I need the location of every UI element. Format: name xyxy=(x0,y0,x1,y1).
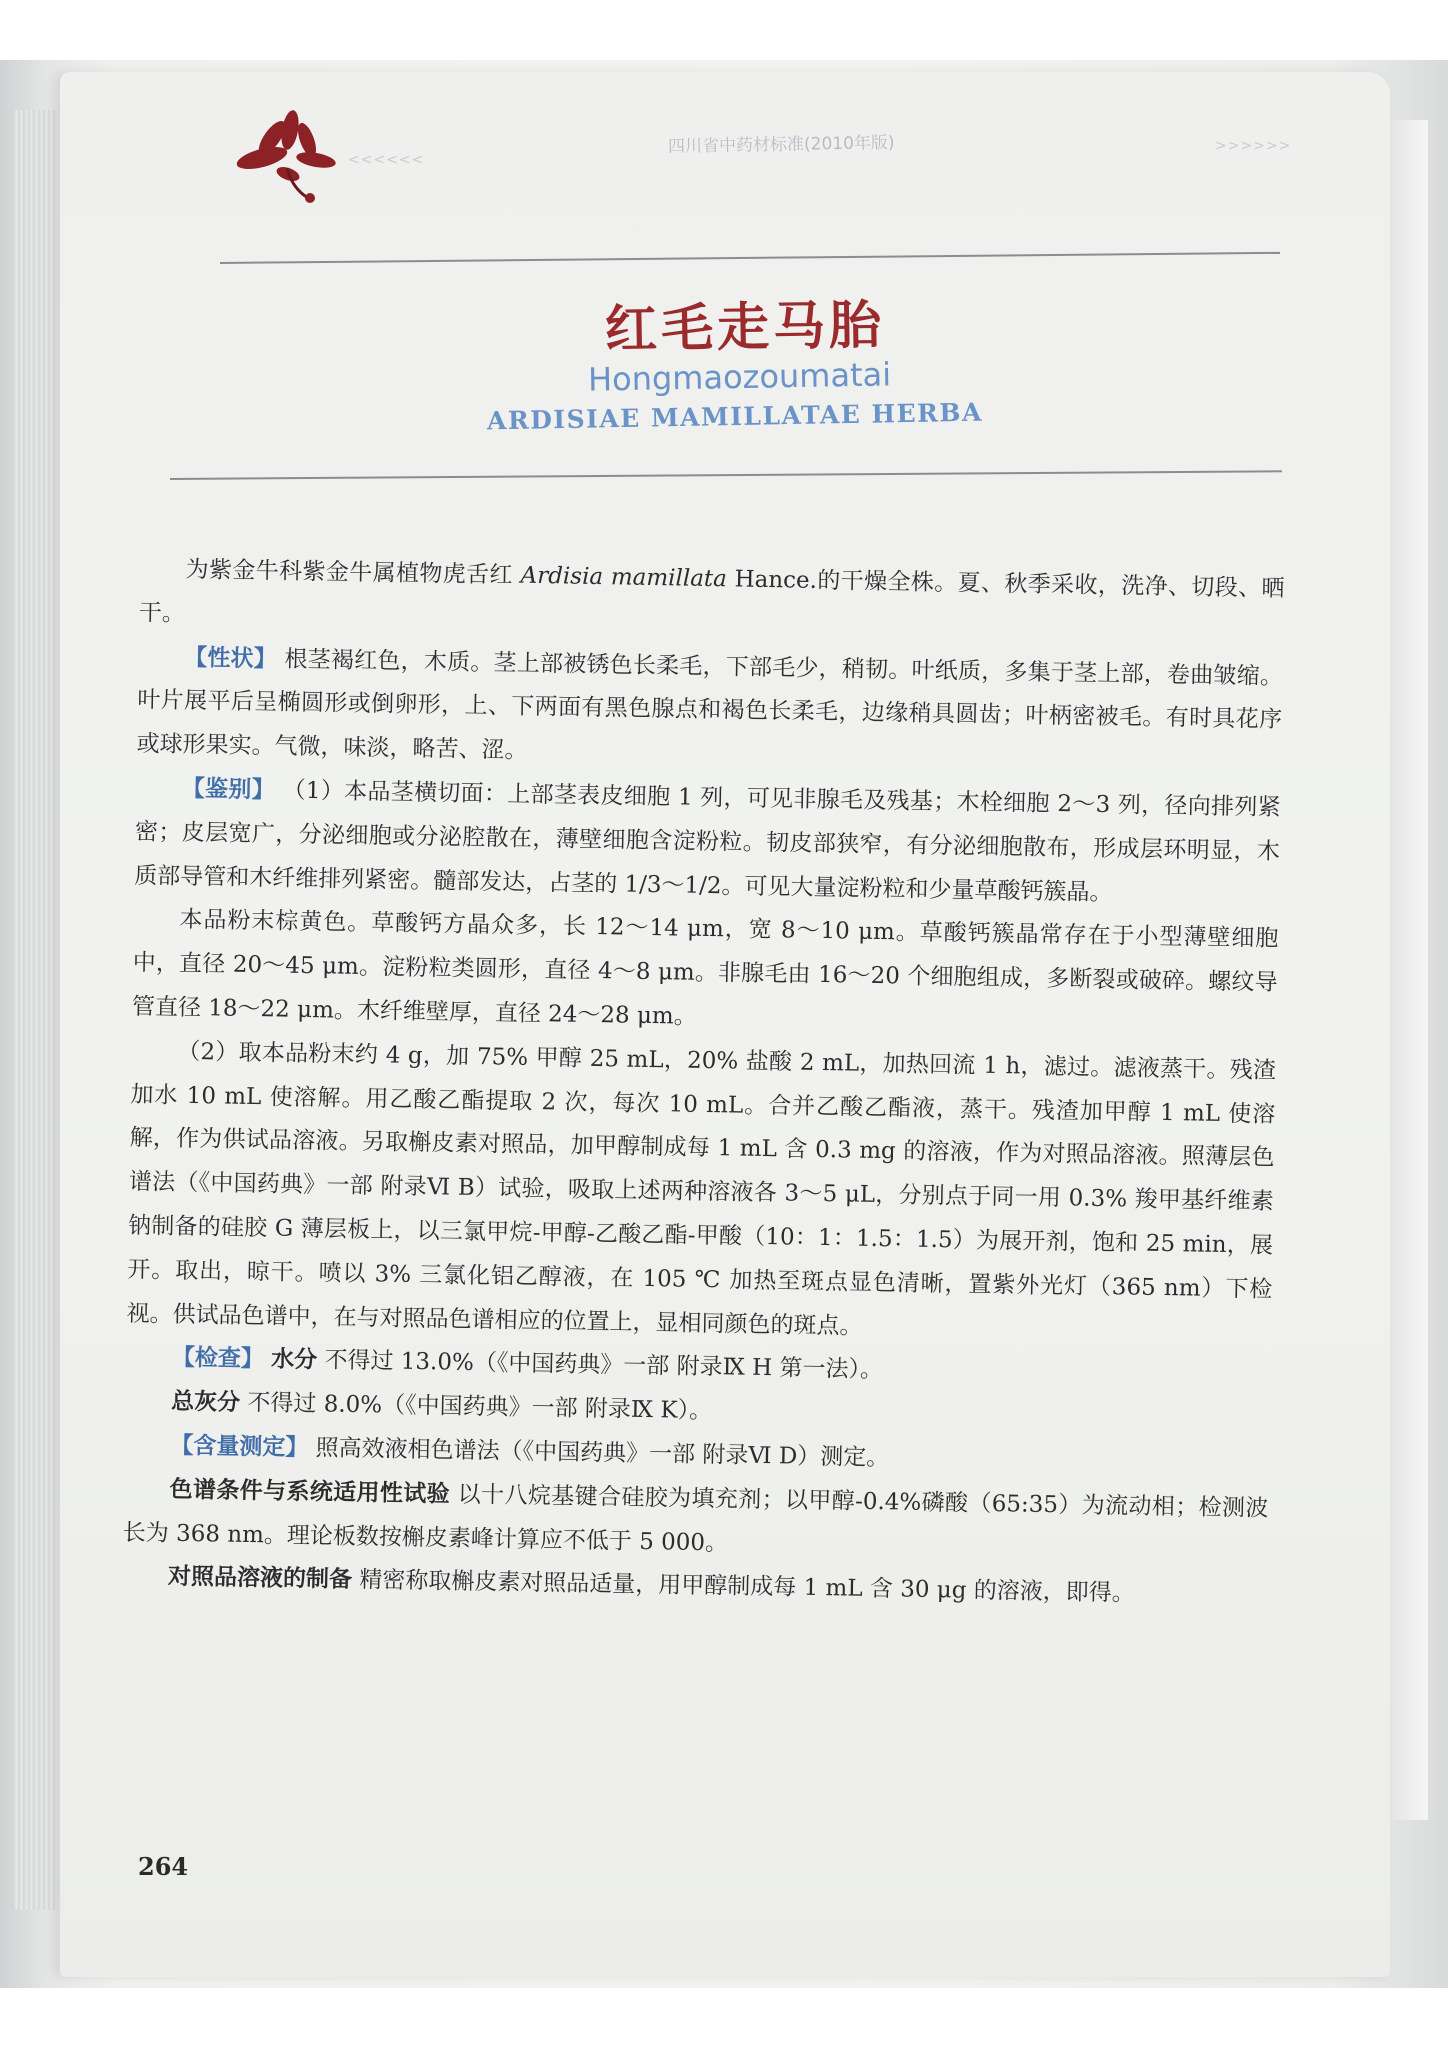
chromatography-label: 色谱条件与系统适用性试验 xyxy=(169,1476,451,1508)
reference-solution-label: 对照品溶液的制备 xyxy=(167,1563,353,1594)
leaf-sprig-icon xyxy=(232,110,342,206)
photo-bottom-margin xyxy=(0,1988,1448,2048)
identification-paragraph-3: （2）取本品粉末约 4 g，加 75% 甲醇 25 mL，20% 盐酸 2 mL，加热回流 1 h，滤过。滤液蒸干。残渣加水 10 mL 使溶解。用乙酸乙酯提取 2 次，每次 10 mL。合并乙酸乙酯液，蒸干。残渣加甲醇 1 mL 使溶解，作为供试品溶液。另取槲皮素对照品，加甲醇制成每 1 mL 含 0.3 mg 的溶液，作为对照品溶液。照薄层色谱法（《中国药典》一部 附录Ⅵ B）试验，吸取上述两种溶液各 3～5 μL，分别点于同一用 0.3% 羧甲基纤维素钠制备的硅胶 G 薄层板上，以三氯甲烷-甲醇-乙酸乙酯-甲酸（10：1：1.5：1.5）为展开剂，饱和 25 min，展开。取出，晾干。喷以 3% 三氯化铝乙醇液，在 105 ℃ 加热至斑点显色清晰，置紫外光灯（365 nm）下检视。供试品色谱中，在与对照品色谱相应的位置上，显相同颜色的斑点。 xyxy=(126,1038,1277,1340)
reference-solution-text: 精密称取槲皮素对照品适量，用甲醇制成每 1 mL 含 30 μg 的溶液，即得。 xyxy=(351,1567,1135,1607)
character-tag: 【性状】 xyxy=(183,644,278,672)
running-head: 四川省中药材标准(2010年版) xyxy=(667,133,895,157)
page-number: 264 xyxy=(138,1852,189,1881)
intro-after: Hance.的干燥全株。夏、秋季采收，洗净、切段、晒干。 xyxy=(138,566,1285,627)
character-paragraph xyxy=(136,636,1283,787)
intro-before: 为紫金牛科紫金牛属植物虎舌红 xyxy=(185,556,521,589)
moisture-label: 水分 xyxy=(270,1346,318,1374)
examination-tag: 【检查】 xyxy=(171,1345,265,1373)
character-text: 根茎褐红色，木质。茎上部被锈色长柔毛，下部毛少，稍韧。叶纸质，多集于茎上部，卷曲皱缩。叶片展平后呈椭圆形或倒卵形，上、下两面有黑色腺点和褐色长柔毛，边缘稍具圆齿；叶柄密被毛。有时具花序或球形果实。气微，味淡，略苦、涩。 xyxy=(136,646,1284,764)
ash-label: 总灰分 xyxy=(170,1388,241,1417)
moisture-text: 不得过 13.0%（《中国药典》一部 附录Ⅸ H 第一法）。 xyxy=(316,1347,884,1384)
identification-text-1: （1）本品茎横切面：上部茎表皮细胞 1 列，可见非腺毛及残基；木栓细胞 2～3 列，径向排列紧密；皮层宽广，分泌细胞或分泌腔散在，薄壁细胞含淀粉粒。韧皮部狭窄，有分泌细胞散布，形成层环明显，木质部导管和木纤维排列紧密。髓部发达，占茎的 1/3～1/2。可见大量淀粉粒和少量草酸钙簇晶。 xyxy=(134,777,1281,906)
assay-tag: 【含量测定】 xyxy=(170,1432,309,1462)
assay-text: 照高效液相色谱法（《中国药典》一部 附录Ⅵ D）测定。 xyxy=(308,1435,890,1472)
page-stack-edge xyxy=(14,110,58,1910)
pinyin-name: Hongmaozoumatai xyxy=(587,355,892,399)
species-name: Ardisia mamillata xyxy=(520,562,728,593)
identification-paragraph-1 xyxy=(134,767,1281,918)
page-title: 红毛走马胎 xyxy=(604,294,886,361)
ash-text: 不得过 8.0%（《中国药典》一部 附录Ⅸ K）。 xyxy=(239,1390,713,1425)
header-arrows-left: <<<<<< xyxy=(348,152,425,168)
latin-name: ARDISIAE MAMILLATAE HERBA xyxy=(486,397,984,436)
monograph-body xyxy=(122,548,1285,1619)
right-page-edge xyxy=(1388,120,1428,1820)
identification-paragraph-2: 本品粉末棕黄色。草酸钙方晶众多，长 12～14 μm，宽 8～10 μm。草酸钙簇晶常存在于小型薄壁细胞中，直径 20～45 μm。淀粉粒类圆形，直径 4～8 μm。非腺毛由 16～20 个细胞组成，多断裂或破碎。螺纹导管直径 18～22 μm。木纤维壁厚，直径 24～28 μm。 xyxy=(131,907,1279,1030)
header-arrows-right: >>>>>> xyxy=(1215,138,1292,154)
chromatography-text: 以十八烷基键合硅胶为填充剂；以甲醇-0.4%磷酸（65:35）为流动相；检测波长为 368 nm。理论板数按槲皮素峰计算应不低于 5 000。 xyxy=(122,1481,1269,1556)
identification-tag: 【鉴别】 xyxy=(181,775,276,804)
